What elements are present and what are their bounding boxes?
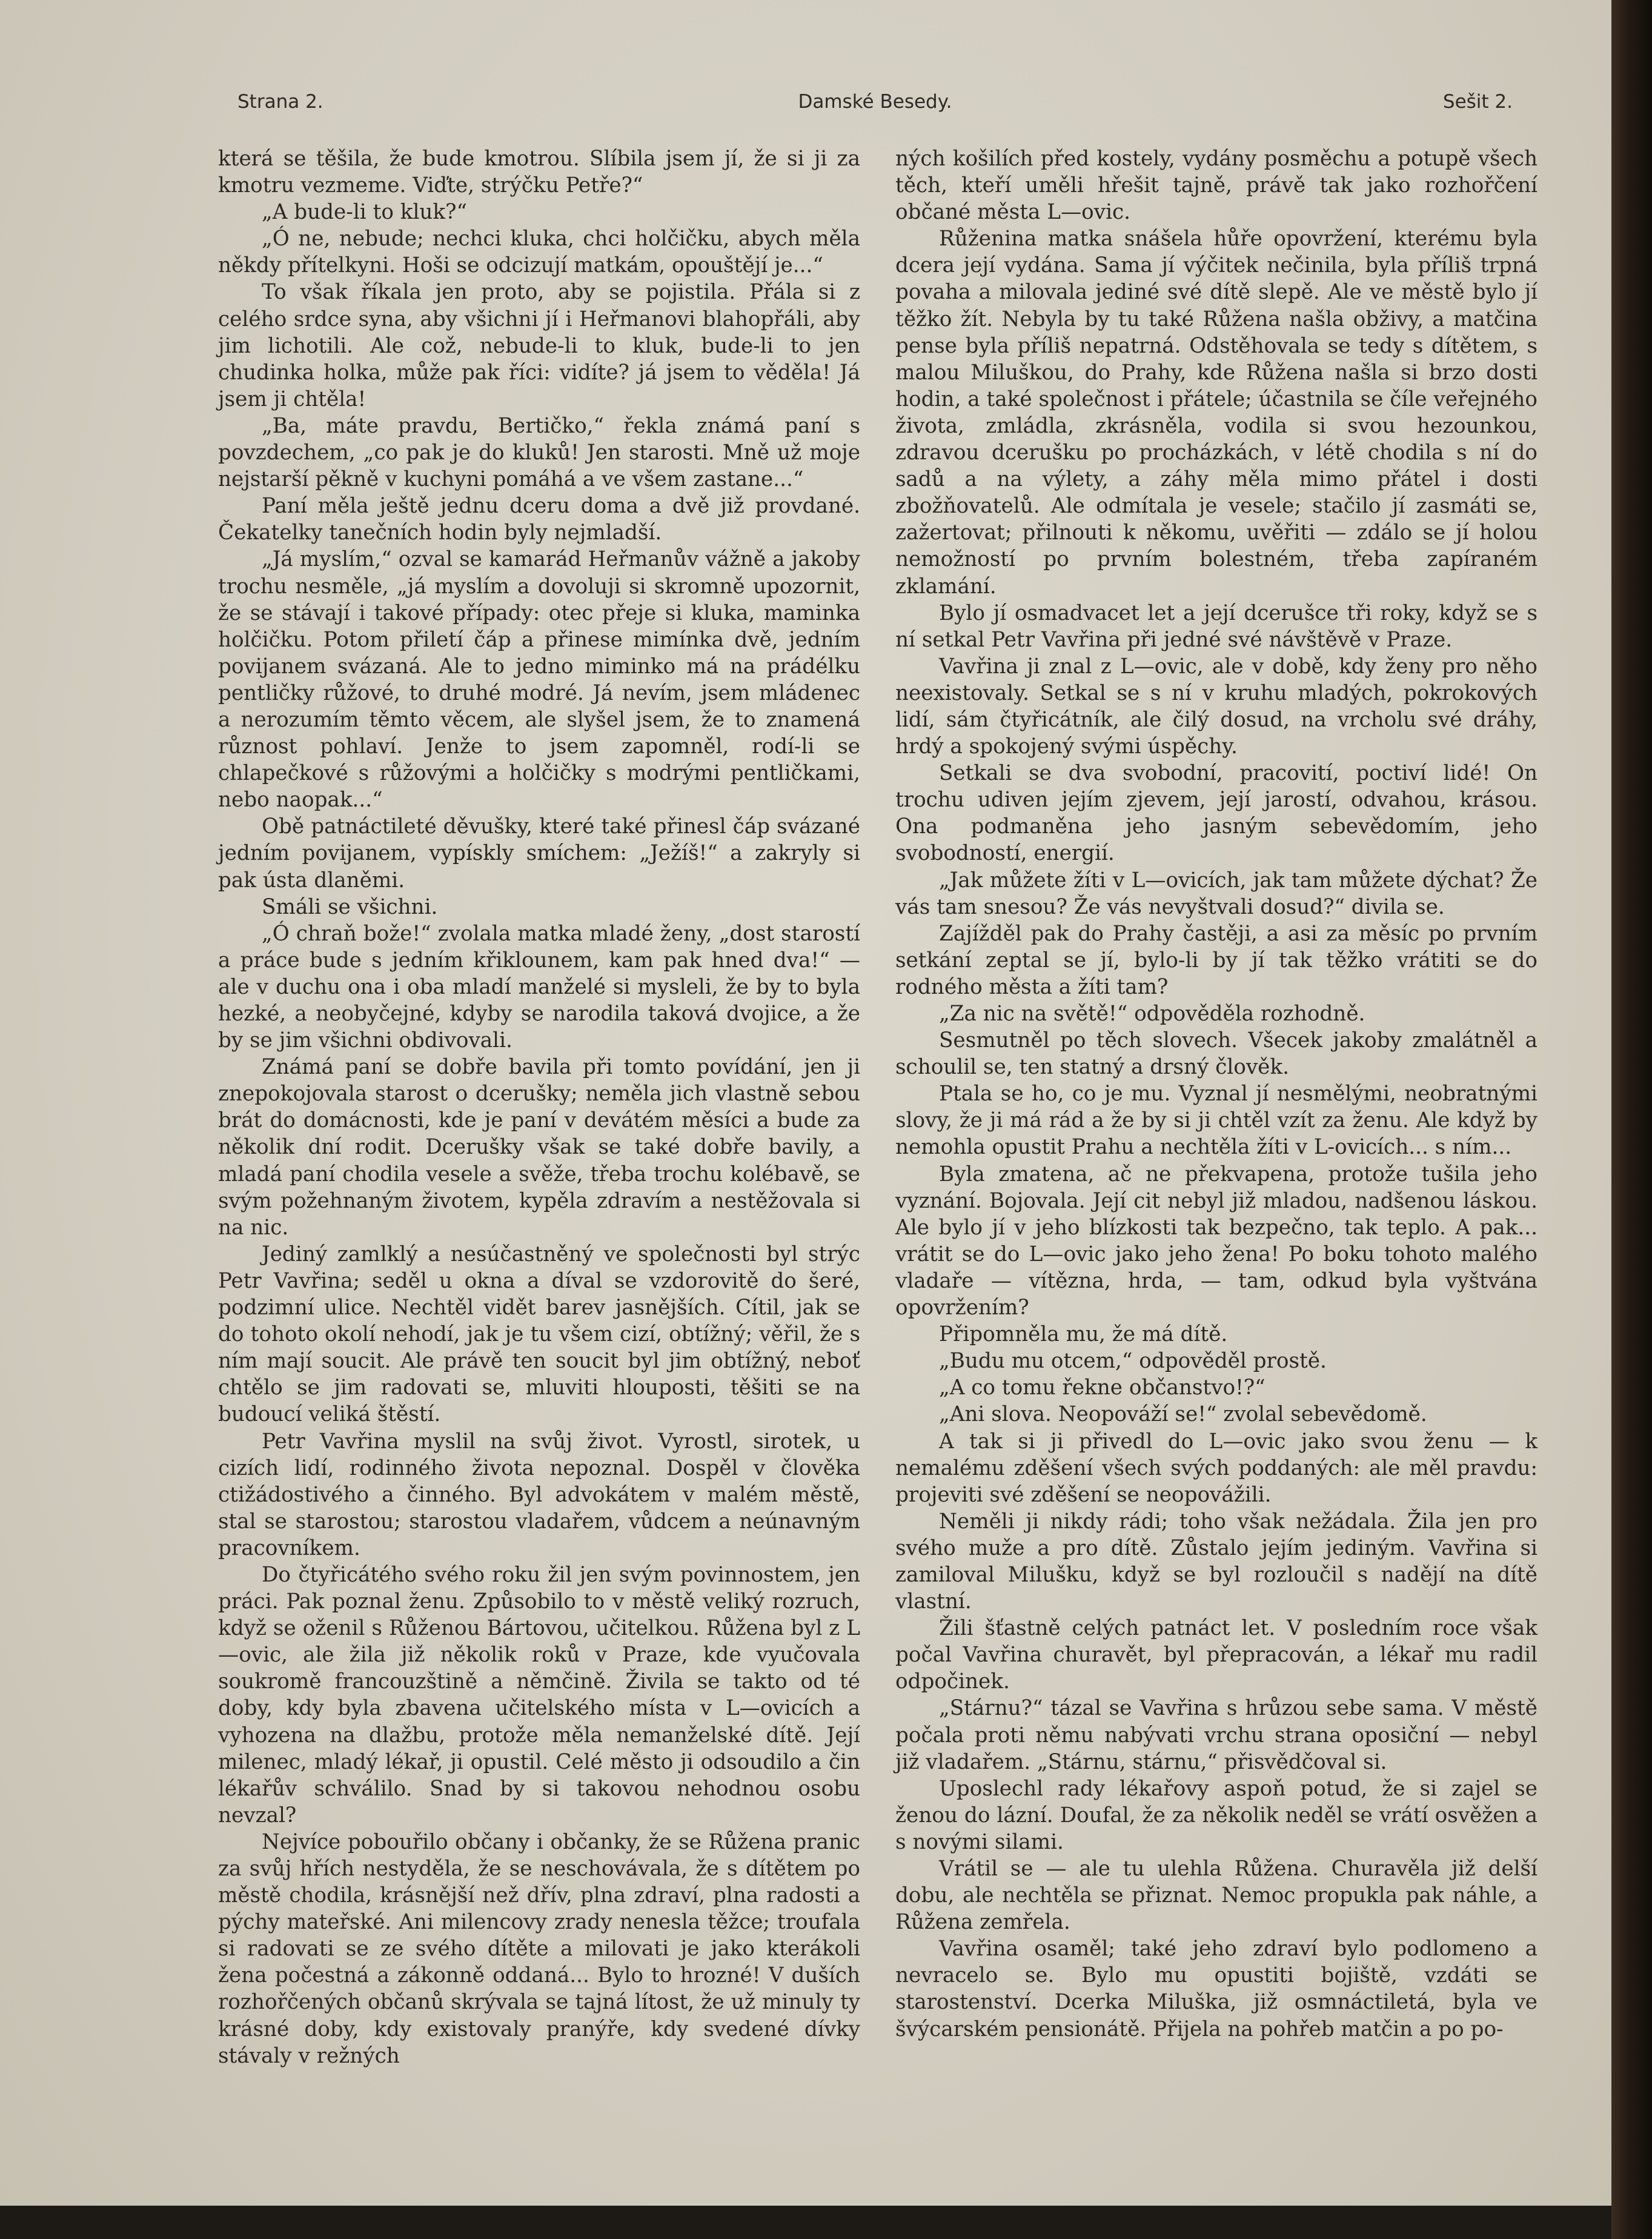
paragraph: „Ba, máte pravdu, Bertičko,“ řekla známá paní s povzdechem, „co pak je do kluků! Jen starosti. Mně už moje nejstarší pěkně v kuchyni pomáhá a ve všem zastane...“ (218, 413, 860, 492)
paragraph: Nejvíce pobouřilo občany i občanky, že se Růžena pranic za svůj hřích nestyděla, že se neschovávala, že s dítětem po městě chodila, krásnější než dřív, plna zdraví, plna radosti a pýchy mateřské. Ani milencovy zrady nenesla těžce; troufala si radovati se ze svého dítěte a milovati je jako kterákoli žena počestná a zákonně oddaná... Bylo to hrozné! V duších rozhořčených občanů skrývala se tajná lítost, že už minuly ty krásné doby, kdy existovaly pranýře, kdy svedené dívky stávaly v režných (218, 1829, 860, 2068)
text-column-right (895, 145, 1538, 2043)
paragraph: „A bude-li to kluk?“ (262, 200, 467, 225)
paragraph: Sesmutněl po těch slovech. Všecek jakoby zmalátněl a schoulil se, ten statný a drsný člověk. (895, 1028, 1538, 1080)
paragraph: ných košilích před kostely, vydány posměchu a potupě všech těch, kteří uměli hřešit tajně, právě tak jako rozhořčení občané města L—ovic. (895, 147, 1538, 225)
paragraph: Zajížděl pak do Prahy častěji, a asi za měsíc po prvním setkání zeptal se jí, bylo-li by jí tak těžko vrátiti se do rodného města a žíti tam? (895, 921, 1538, 999)
paragraph: Žili šťastně celých patnáct let. V posledním roce však počal Vavřina churavět, byl přepracován, a lékař mu radil odpočinek. (895, 1616, 1538, 1694)
paragraph: „Stárnu?“ tázal se Vavřina s hrůzou sebe sama. V městě počala proti němu nabývati vrchu strana oposiční — nebyl již vladařem. „Stárnu, stárnu,“ přisvědčoval si. (895, 1696, 1538, 1774)
paragraph: Bylo jí osmadvacet let a její dcerušce tři roky, když se s ní setkal Petr Vavřina při jedné své návštěvě v Praze. (895, 601, 1538, 652)
paragraph: „Za nic na světě!“ odpověděla rozhodně. (939, 1002, 1365, 1026)
paragraph: „Ó chraň bože!“ zvolala matka mladé ženy, „dost starostí a práce bude s jedním křiklounem, kam pak hned dva!“ — ale v duchu ona i oba mladí manželé si mysleli, že by to byla hezké, a neobyčejné, kdyby se narodila taková dvojice, a že by se jim všichni obdivovali. (218, 921, 860, 1053)
paragraph: Obě patnáctileté děvušky, které také přinesl čáp svázané jedním povijanem, vypískly smíchem: „Ježíš!“ a zakryly si pak ústa dlaněmi. (218, 814, 860, 893)
paragraph: Setkali se dva svobodní, pracovití, poctiví lidé! On trochu udiven jejím zjevem, její jarostí, odvahou, krásou. Ona podmaněna jeho jasným sebevědomím, jeho svobodností, energií. (895, 761, 1538, 866)
paragraph: „Jak můžete žíti v L—ovicích, jak tam můžete dýchat? Že vás tam snesou? Že vás nevyštvali dosud?“ divila se. (895, 868, 1538, 919)
paragraph: A tak si ji přivedl do L—ovic jako svou ženu — k nemalému zděšení všech svých poddaných: ale měl pravdu: projeviti své zděšení se neopovážili. (895, 1429, 1538, 1507)
paragraph: Petr Vavřina myslil na svůj život. Vyrostl, sirotek, u cizích lidí, rodinného života nepoznal. Dospěl v člověka ctižádostivého a činného. Byl advokátem v malém městě, stal se starostou; starostou vladařem, vůdcem a neúnavným pracovníkem. (218, 1429, 860, 1560)
paragraph: To však říkala jen proto, aby se pojistila. Přála si z celého srdce syna, aby všichni jí i Heřmanovi blahopřáli, aby jim lichotili. Ale což, nebude-li to kluk, bude-li to jen chudinka holka, může pak říci: vidíte? já jsem to věděla! Já jsem ji chtěla! (218, 280, 860, 411)
binding-spine (1611, 0, 1652, 2239)
paragraph: Smáli se všichni. (262, 894, 438, 919)
paragraph: Ptala se ho, co je mu. Vyznal jí nesmělými, neobratnými slovy, že ji má rád a že by si ji chtěl vzít za ženu. Ale když by nemohla opustit Prahu a nechtěla žíti v L-ovicích... s ním... (895, 1082, 1538, 1160)
running-header (237, 91, 1513, 121)
paragraph: Vavřina ji znal z L—ovic, ale v době, kdy ženy pro něho neexistovaly. Setkal se s ní v kruhu mladých, pokrokových lidí, sám čtyřicátník, ale čilý dosud, na vrcholu své dráhy, hrdý a spokojený svými úspěchy. (895, 654, 1538, 759)
paragraph: Paní měla ještě jednu dceru doma a dvě již provdané. Čekatelky tanečních hodin byly nejmladší. (218, 494, 860, 545)
paragraph: Vavřina osaměl; také jeho zdraví bylo podlomeno a nevracelo se. Bylo mu opustiti bojiště, vzdáti se starostenství. Dcerka Miluška, již osmnáctiletá, byla ve švýcarském pensionátě. Přijela na pohřeb matčin a po po- (895, 1937, 1538, 2041)
paragraph: Byla zmatena, ač ne překvapena, protože tušila jeho vyznání. Bojovala. Její cit nebyl již mladou, nadšenou láskou. Ale bylo jí v jeho blízkosti tak bezpečno, tak teplo. A pak... vrátit se do L—ovic jako jeho žena! Po boku tohoto malého vladaře — vítězna, hrda, — tam, odkud byla vyštvána opovržením? (895, 1162, 1538, 1320)
paragraph: Vrátil se — ale tu ulehla Růžena. Churavěla již delší dobu, ale nechtěla se přiznat. Nemoc propukla pak náhle, a Růžena zemřela. (895, 1857, 1538, 1935)
journal-title: Damské Besedy. (798, 91, 952, 113)
paragraph: Připomněla mu, že má dítě. (939, 1322, 1228, 1347)
paragraph: Do čtyřicátého svého roku žil jen svým povinnostem, jen práci. Pak poznal ženu. Způsobilo to v městě veliký rozruch, když se oženil s Růženou Bártovou, učitelkou. Růžena byl z L—ovic, ale žila již několik roků v Praze, kde vyučovala soukromě francouzštině a němčině. Živila se takto od té doby, kdy byla zbavena učitelského místa v L—ovicích a vyhozena na dlažbu, protože měla nemanželské dítě. Její milenec, mladý lékař, ji opustil. Celé město ji odsoudilo a čin lékařův schválilo. Snad by si takovou nehodnou osobu nevzal? (218, 1562, 860, 1828)
paragraph: „Ani slova. Neopováží se!“ zvolal sebevědomě. (939, 1402, 1427, 1427)
paragraph: „Já myslím,“ ozval se kamarád Heřmanův vážně a jakoby trochu nesměle, „já myslím a dovoluji si skromně upozornit, že se stávají i takové případy: otec přeje si kluka, maminka holčičku. Potom přiletí čáp a přinese mimínka dvě, jedním povijanem svázaná. Ale to jedno miminko má na prádélku pentličky růžové, to druhé modré. Já nevím, jsem mládenec a nerozumím těmto věcem, ale slyšel jsem, že to znamená různost pohlaví. Jenže to jsem zapomněl, rodí-li se chlapečkové s růžovými a holčičky s modrými pentličkami, nebo naopak...“ (218, 547, 860, 813)
paragraph: Uposlechl rady lékařovy aspoň potud, že si zajel se ženou do lázní. Doufal, že za několik neděl se vrátí osvěžen a s novými silami. (895, 1776, 1538, 1854)
text-column-left (218, 145, 860, 2069)
paragraph: Jediný zamlklý a nesúčastněný ve společnosti byl strýc Petr Vavřina; seděl u okna a díval se vzdorovitě do šeré, podzimní ulice. Nechtěl vidět barev jasnějších. Cítil, jak se do tohoto okolí nehodí, jak je tu všem cizí, obtížný; věřil, že s ním mají soucit. Ale právě ten soucit byl jim obtížný, neboť chtělo se jim radovati se, mluviti hlouposti, těšiti se na budoucí veliká štěstí. (218, 1242, 860, 1427)
paragraph: „Ó ne, nebude; nechci kluka, chci holčičku, abych měla někdy přítelkyni. Hoši se odcizují matkám, opouštějí je...“ (218, 227, 860, 278)
paragraph: Růženina matka snášela hůře opovržení, kterému byla dcera její vydána. Sama jí výčitek nečinila, byla příliš trpná povaha a milovala jediné své dítě slepě. Ale ve městě bylo jí těžko žít. Nebyla by tu také Růžena našla obživy, a matčina pense byla příliš nepatrná. Odstěhovala se tedy s dítětem, s malou Miluškou, do Prahy, kde Růžena našla si brzo dosti hodin, a také společnost i přátele; účastnila se číle veřejného života, zmládla, zkrásněla, vodila si svou hezounkou, zdravou dcerušku po procházkách, v létě chodila s ní do sadů a na výlety, a záhy měla mimo přátel i dosti zbožňovatelů. Ale odmítala je vesele; stačilo jí zasmáti se, zažertovat; přilnouti k někomu, uvěřiti — zdálo se jí holou nemožností po prvním bolestném, třeba zapíraném zklamání. (895, 227, 1538, 599)
paragraph: Známá paní se dobře bavila při tomto povídání, jen ji znepokojovala starost o dcerušky; neměla jich vlastně sebou brát do domácnosti, kde je paní v devátém měsíci a bude za několik dní rodit. Dcerušky však se také dobře bavily, a mladá paní chodila vesele a svěže, třeba trochu kolébavě, se svým požehnaným životem, kypěla zdravím a nestěžovala si na nic. (218, 1055, 860, 1240)
issue-number: Sešit 2. (1442, 91, 1513, 113)
paragraph: „A co tomu řekne občanstvo!?“ (939, 1376, 1266, 1400)
paragraph: „Budu mu otcem,“ odpověděl prostě. (939, 1349, 1327, 1374)
page-number: Strana 2. (237, 91, 323, 113)
paragraph: která se těšila, že bude kmotrou. Slíbila jsem jí, že si ji za kmotru vezmeme. Viďte, strýčku Petře?“ (218, 147, 860, 198)
paragraph: Neměli ji nikdy rádi; toho však nežádala. Žila jen pro svého muže a pro dítě. Zůstalo jejím jediným. Vavřina si zamiloval Milušku, když se byl rozloučil s nadějí na dítě vlastní. (895, 1509, 1538, 1614)
